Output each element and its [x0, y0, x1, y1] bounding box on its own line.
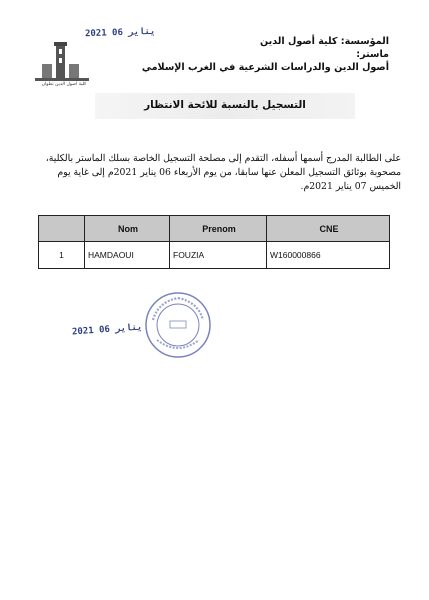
cell-nom: HAMDAOUI	[85, 242, 170, 269]
master-name: أصول الدين والدراسات الشرعية في الغرب الإسلامي	[141, 62, 389, 74]
official-seal	[143, 290, 213, 360]
cell-prenom: FOUZIA	[170, 242, 267, 269]
document-title: التسجيل بالنسبة للائحة الانتظار	[144, 99, 306, 111]
col-header-prenom: Prenom	[170, 216, 267, 242]
waitlist-table	[38, 215, 390, 269]
document-header	[139, 35, 389, 75]
table-header-row	[39, 216, 390, 242]
notice-paragraph: على الطالبة المدرج أسمها أسفله، التقدم إلى مصلحة التسجيل الخاصة بسلك الماستر بالكلية، مصحوبة بوثائق التسجيل المعلن عنها سابقا، من يوم الأربعاء 06 يناير 2021م إلى غاية يوم الخميس 07 يناير 2021م.	[45, 153, 401, 192]
cell-cne: W160000866	[267, 242, 390, 269]
col-header-number	[39, 216, 85, 242]
col-header-nom: Nom	[85, 216, 170, 242]
master-label: ماستر:	[356, 49, 389, 61]
table-row	[39, 242, 390, 269]
logo-caption: كلية أصول الدين تطوان	[41, 82, 87, 87]
institution-line: المؤسسة: كلية أصول الدين	[259, 36, 389, 47]
cell-number: 1	[39, 242, 85, 269]
col-header-cne: CNE	[267, 216, 390, 242]
date-stamp-top: 2021 يناير 06	[84, 26, 156, 40]
date-stamp-bottom: 2021 يناير 06	[71, 322, 143, 338]
